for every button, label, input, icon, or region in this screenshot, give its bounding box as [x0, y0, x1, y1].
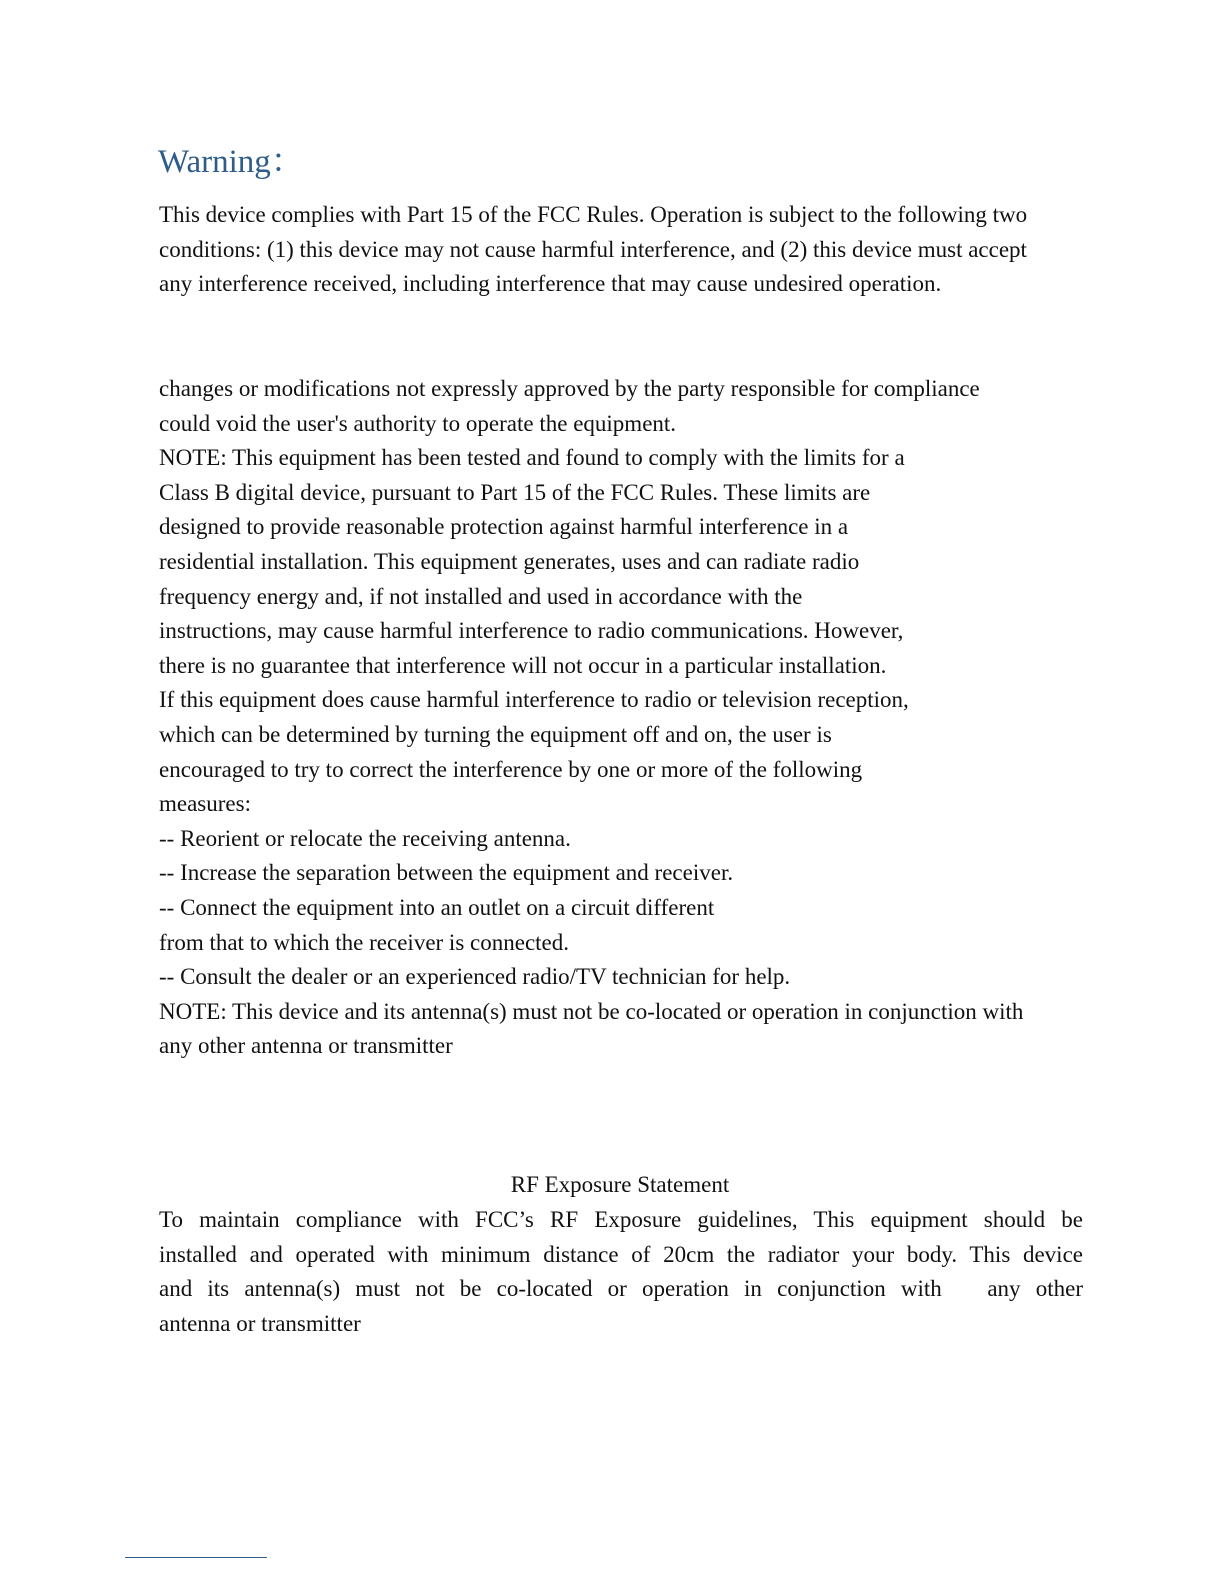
- paragraph-line: To maintain compliance with FCC’s RF Exposure guidelines, This equipment should be: [159, 1207, 1083, 1232]
- paragraph-line: antenna or transmitter: [159, 1310, 361, 1336]
- paragraph-line: could void the user's authority to operate the equipment.: [159, 410, 677, 436]
- paragraph-line: which can be determined by turning the equipment off and on, the user is: [159, 721, 832, 747]
- fcc-compliance-paragraph: [159, 198, 1083, 302]
- paragraph-line: residential installation. This equipment generates, uses and can radiate radio: [159, 548, 860, 574]
- paragraph-line: conditions: (1) this device may not cause harmful interference, and (2) this device must accept: [159, 236, 1027, 262]
- rf-exposure-title: RF Exposure Statement: [510, 1172, 730, 1197]
- warning-heading: Warning：: [158, 144, 304, 180]
- list-item: -- Increase the separation between the equipment and receiver.: [159, 860, 734, 886]
- paragraph-line: NOTE: This device and its antenna(s) must not be co-located or operation in conjunction with: [159, 998, 1024, 1024]
- paragraph-line: Class B digital device, pursuant to Part 15 of the FCC Rules. These limits are: [159, 479, 871, 505]
- list-item: -- Connect the equipment into an outlet on a circuit different: [159, 894, 715, 920]
- footnote-divider: [125, 1557, 267, 1558]
- paragraph-line: measures:: [159, 791, 251, 817]
- paragraph-line: and its antenna(s) must not be co-located or operation in conjunction with any other: [159, 1276, 1083, 1302]
- list-item: -- Reorient or relocate the receiving antenna.: [159, 825, 571, 851]
- paragraph-line: encouraged to try to correct the interference by one or more of the following: [159, 756, 863, 782]
- rf-exposure-paragraph: [159, 1203, 1083, 1341]
- paragraph-line: If this equipment does cause harmful interference to radio or television reception,: [159, 687, 909, 713]
- paragraph-line: instructions, may cause harmful interference to radio communications. However,: [159, 618, 904, 644]
- list-item: -- Consult the dealer or an experienced radio/TV technician for help.: [159, 964, 791, 990]
- paragraph-line: from that to which the receiver is connected.: [159, 929, 570, 955]
- paragraph-line: changes or modifications not expressly approved by the party responsible for compliance: [159, 376, 980, 401]
- paragraph-line: there is no guarantee that interference will not occur in a particular installation.: [159, 652, 887, 678]
- paragraph-line: frequency energy and, if not installed and used in accordance with the: [159, 583, 803, 609]
- paragraph-line: installed and operated with minimum distance of 20cm the radiator your body. This device: [159, 1241, 1083, 1267]
- paragraph-line: any interference received, including interference that may cause undesired operation.: [159, 271, 942, 297]
- paragraph-line: designed to provide reasonable protection against harmful interference in a: [159, 514, 849, 540]
- paragraph-line: This device complies with Part 15 of the FCC Rules. Operation is subject to the following two: [159, 202, 1028, 227]
- fcc-note-paragraph: [159, 372, 1083, 1064]
- paragraph-line: any other antenna or transmitter: [159, 1033, 453, 1059]
- paragraph-line: NOTE: This equipment has been tested and found to comply with the limits for a: [159, 445, 905, 471]
